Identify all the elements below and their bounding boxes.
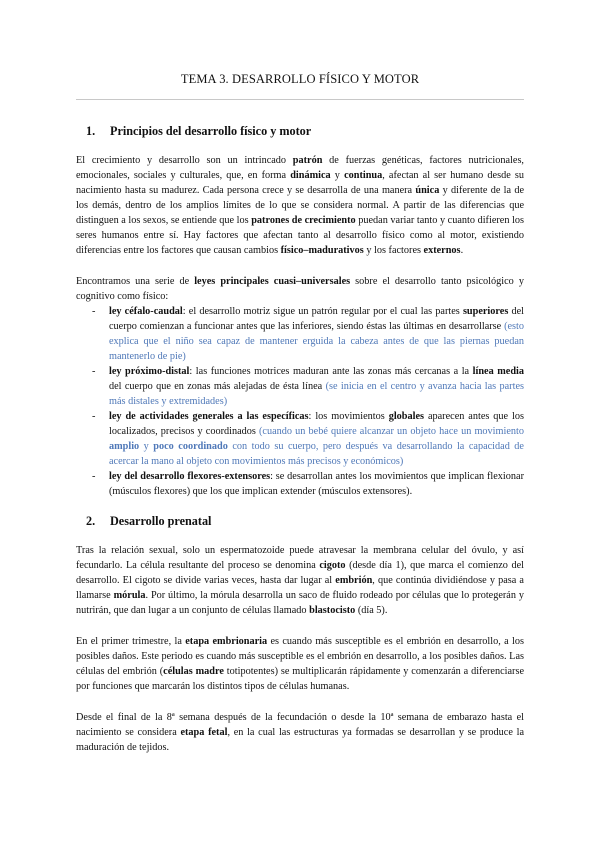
list-item-cefalo-caudal: - ley céfalo-caudal: el desarrollo motriz sigue un patrón regular por el cual las partes superiores del cuerpo comienzan a funcionar antes que las inferiores, siendo éstas las últimas en desarrollarse (esto explica que el niño sea capaz de mantener erguida la cabeza antes de que las piernas puedan mantenerlo de pie) <box>92 306 524 362</box>
section-1-heading <box>76 123 524 139</box>
section-2-heading-text: Desarrollo prenatal <box>110 514 212 528</box>
section-2-heading <box>76 513 524 529</box>
document-body <box>76 123 524 755</box>
title-divider <box>76 99 524 100</box>
list-item-generales-especificas: - ley de actividades generales a las específicas: los movimientos globales aparecen antes que los localizados, precisos y coordinados (cuando un bebé quiere alcanzar un objeto hace un movimiento amplio y poco coordinado con todo su cuerpo, pero después va desarrollando la capacidad de acercar la mano al objeto con movimientos más precisos y económicos) <box>92 411 524 467</box>
section-2-paragraph-1: Tras la relación sexual, solo un espermatozoide puede atravesar la membrana celular del óvulo, y así fecundarlo. La célula resultante del proceso se denomina cigoto (desde día 1), que marca el comienzo del desarrollo. El cigoto se divide varias veces, hasta dar lugar al embrión, que continúa dividiéndose y pasa a llamarse mórula. Por último, la mórula desarrolla un saco de fluido rodeado por células que lo protegerán y nutrirán, que dan lugar a un conjunto de células llamado blastocisto (día 5). <box>76 545 524 616</box>
section-2-paragraph-3: Desde el final de la 8ª semana después de la fecundación o desde la 10ª semana de embarazo hasta el nacimiento se considera etapa fetal, en la cual las estructuras ya formadas se desarrollan y se produce la maduración de tejidos. <box>76 712 525 753</box>
list-item-flexores-extensores: - ley del desarrollo flexores-extensores: se desarrollan antes los movimientos que implican flexionar (músculos flexores) que los que implican extender (músculos extensores). <box>92 471 524 497</box>
section-1-paragraph-1: El crecimiento y desarrollo son un intrincado patrón de fuerzas genéticas, factores nutricionales, emocionales, sociales y culturales, que, en forma dinámica y continua, afectan al ser humano desde su nacimiento hasta su madurez. Cada persona crece y se desarrolla de una manera única y diferente de la de los demás, dentro de los amplios límites de lo que se considera normal. A partir de las diferencias que distinguen a los sexos, se entiende que los patrones de crecimiento puedan variar tanto y cuanto difieren los seres humanos entre sí. Hay factores que afectan tanto al desarrollo físico como al motor, existiendo diferencias entre los factores que causan cambios físico–madurativos y los factores externos. <box>76 155 525 256</box>
laws-list <box>76 304 524 499</box>
list-item-proximo-distal: - ley próximo-distal: las funciones motrices maduran ante las zonas más cercanas a la línea media del cuerpo que en zonas más alejadas de ésta línea (se inicia en el centro y avanza hacia las partes más distales y extremidades) <box>92 366 525 407</box>
section-1-paragraph-2: Encontramos una serie de leyes principales cuasi–universales sobre el desarrollo tanto psicológico y cognitivo como físico: <box>76 276 524 302</box>
section-2-number: 2. <box>86 514 96 528</box>
page-title: TEMA 3. DESARROLLO FÍSICO Y MOTOR <box>180 72 420 86</box>
section-1-number: 1. <box>86 124 96 138</box>
section-2-paragraph-2: En el primer trimestre, la etapa embrionaria es cuando más susceptible es el embrión en desarrollo, a los posibles daños. Este periodo es cuando más susceptible es el embrión en desarrollo, a los posibles daños. Las células del embrión (células madre totipotentes) se multiplicarán rápidamente y comenzarán a diferenciarse por funciones que marcarán los distintos tipos de células humanas. <box>76 636 524 692</box>
section-1-heading-text: Principios del desarrollo físico y motor <box>110 124 312 138</box>
